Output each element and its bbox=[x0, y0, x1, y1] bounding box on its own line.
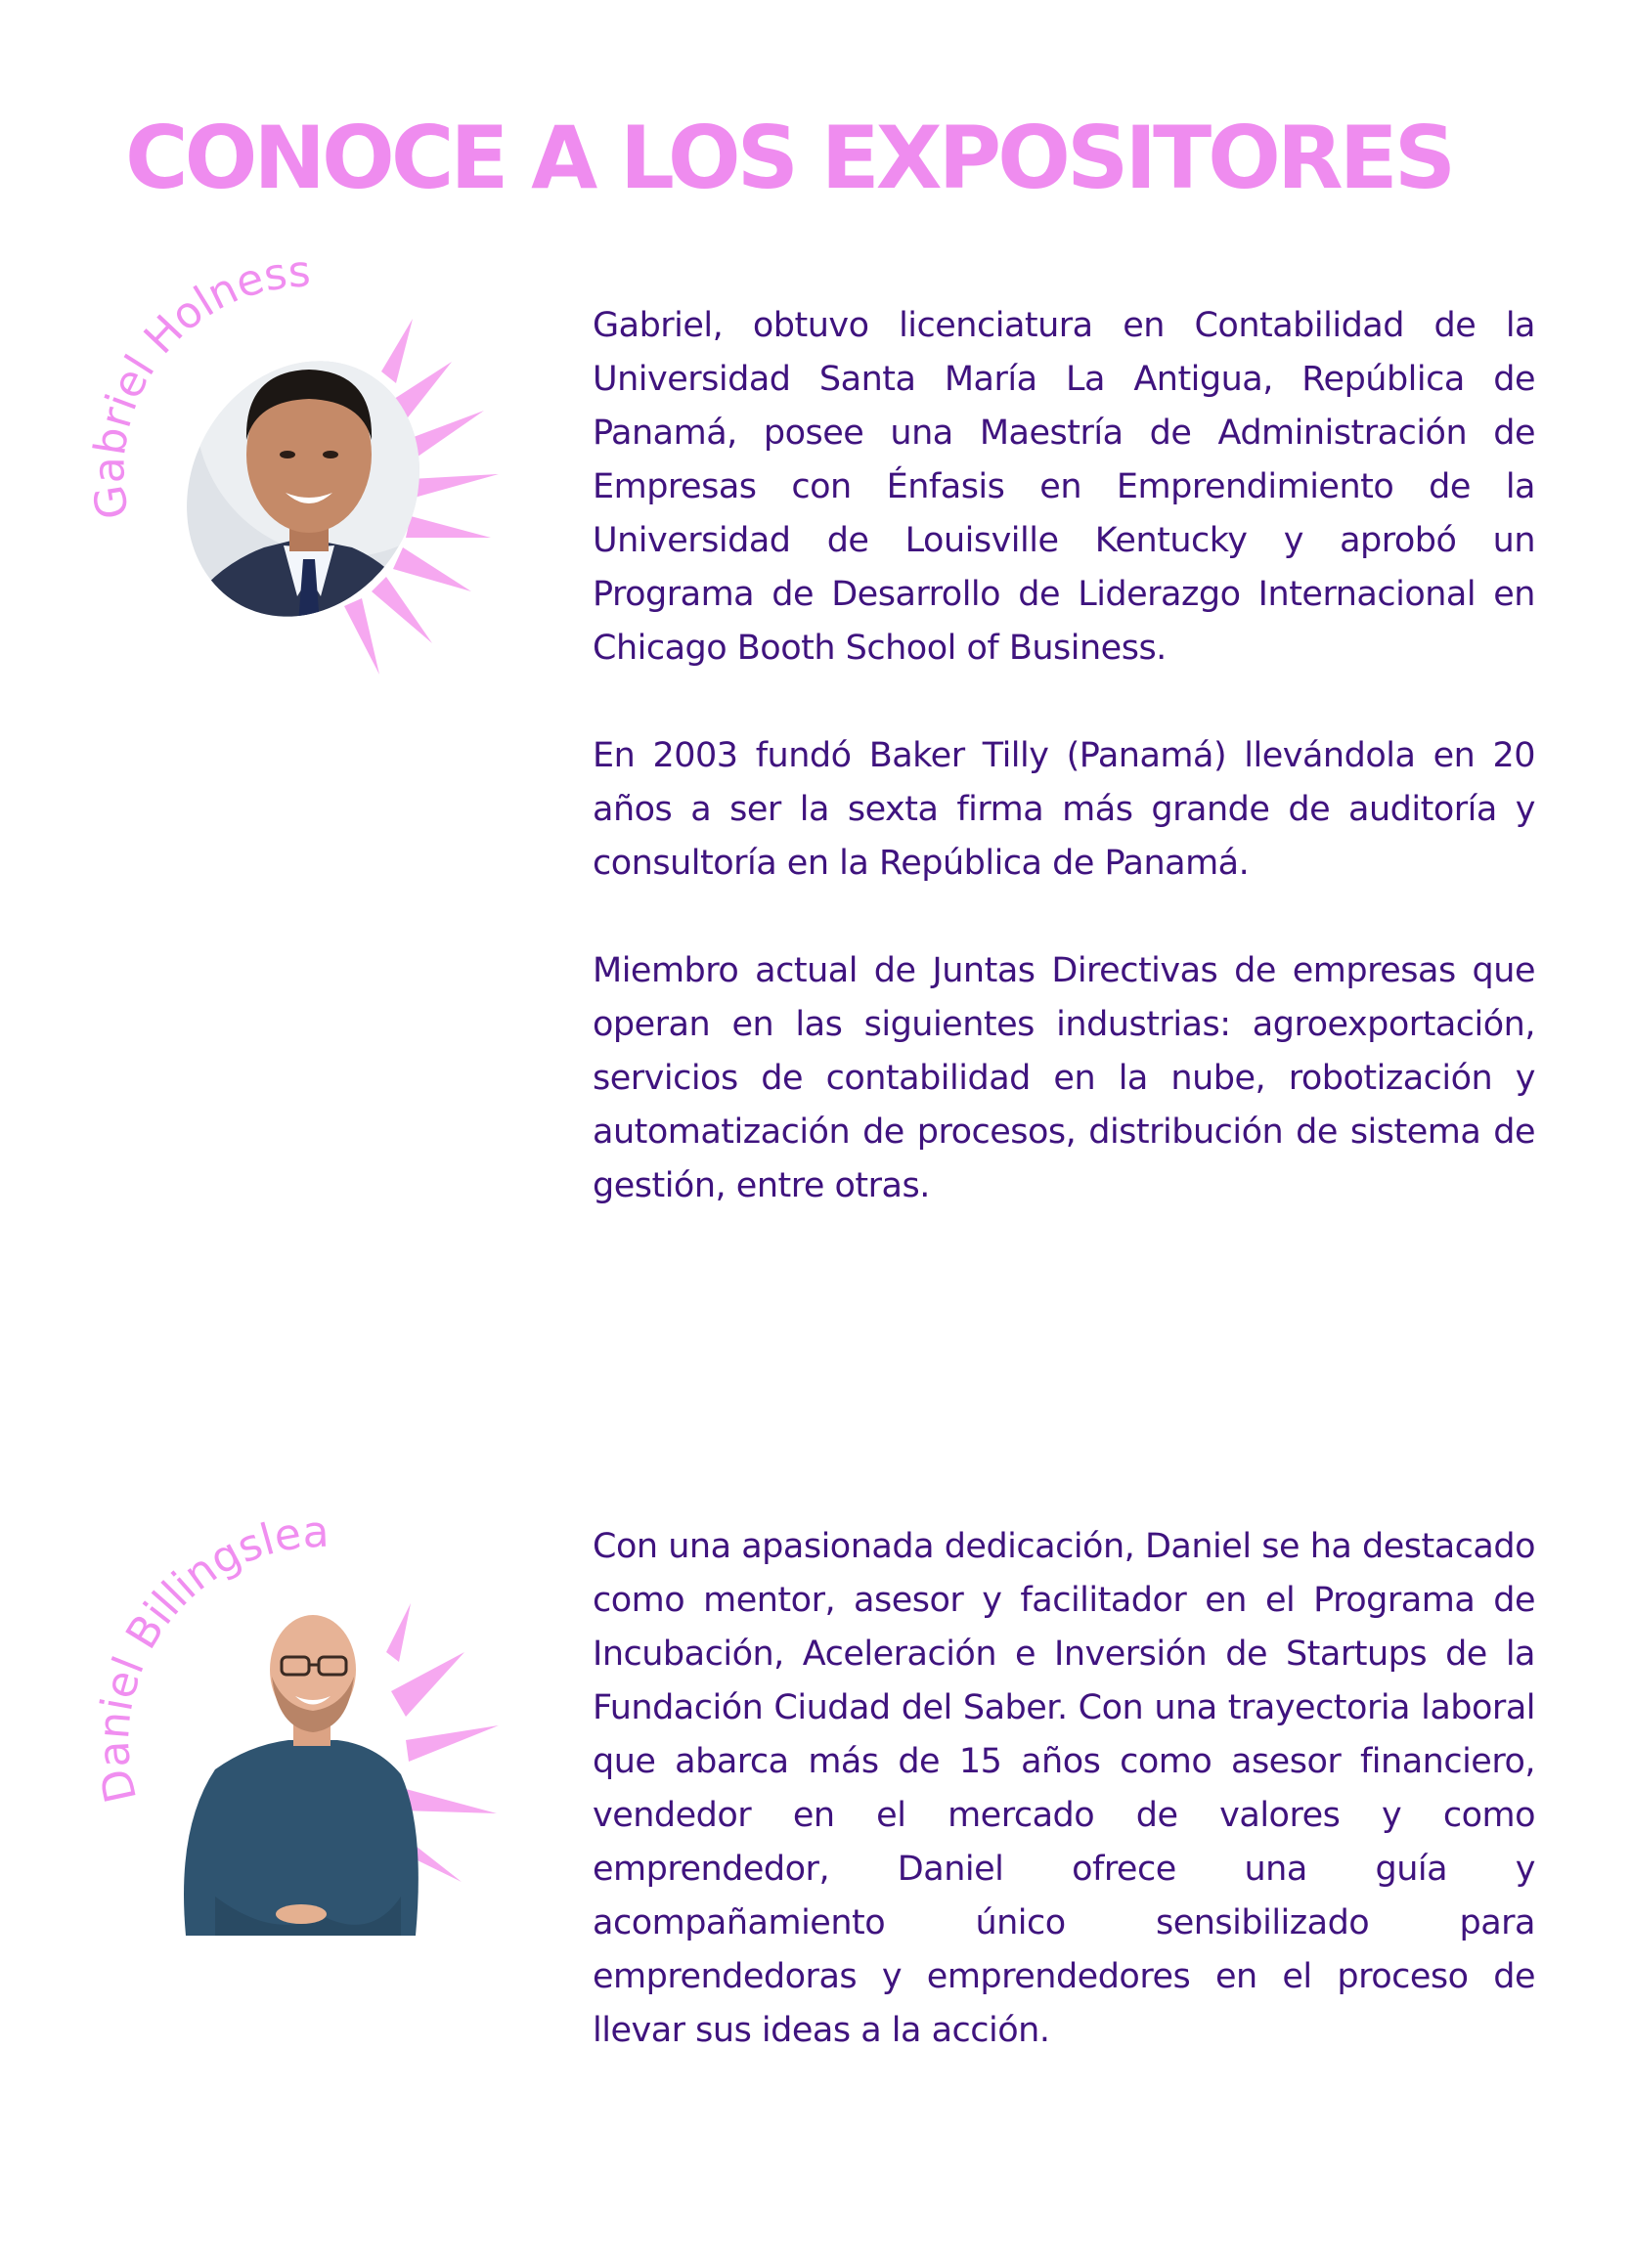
bio-paragraph: Gabriel, obtuvo licenciatura en Contabilidad de la Universidad Santa María La Antigua, República de Panamá, posee una Maestría de Administración de Empresas con Énfasis en Emprendimiento de la Universidad de Louisville Kentucky y aprobó un Programa de Desarrollo de Liderazgo Internacional en Chicago Booth School of Business. bbox=[593, 306, 1535, 668]
speaker-name-gabriel: Gabriel Holness bbox=[84, 246, 312, 523]
portrait-graphic bbox=[78, 1505, 587, 1994]
speaker-portrait-daniel bbox=[78, 1505, 587, 1994]
page-title: CONOCE A LOS EXPOSITORES bbox=[125, 108, 1453, 208]
speaker-portrait-gabriel bbox=[68, 246, 577, 704]
portrait-graphic bbox=[68, 246, 577, 704]
bio-paragraph: Con una apasionada dedicación, Daniel se ha destacado como mentor, asesor y facilitador en el Programa de Incubación, Aceleración e Inversión de Startups de la Fundación Ciudad del Saber. Con una trayectoria laboral que abarca más de 15 años como asesor financiero, vendedor en el mercado de valores y como emprendedor, Daniel ofrece una guía y acompañamiento único sensibilizado para emprendedoras y emprendedores en el proceso de llevar sus ideas a la acción. bbox=[593, 1527, 1535, 2050]
speaker-bio-daniel bbox=[593, 1520, 1535, 2058]
speaker-name-daniel: Daniel Billingslea bbox=[88, 1506, 331, 1808]
bio-paragraph: Miembro actual de Juntas Directivas de empresas que operan en las siguientes industrias: agroexportación, servicios de contabilidad en la nube, robotización y automatización de procesos, distribución de sistema de gestión, entre otras. bbox=[593, 951, 1535, 1205]
speaker-bio-gabriel bbox=[593, 299, 1535, 1213]
bio-paragraph: En 2003 fundó Baker Tilly (Panamá) llevándola en 20 años a ser la sexta firma más grande de auditoría y consultoría en la República de Panamá. bbox=[593, 736, 1535, 883]
portrait-man-with-glasses-icon bbox=[184, 1615, 419, 1936]
